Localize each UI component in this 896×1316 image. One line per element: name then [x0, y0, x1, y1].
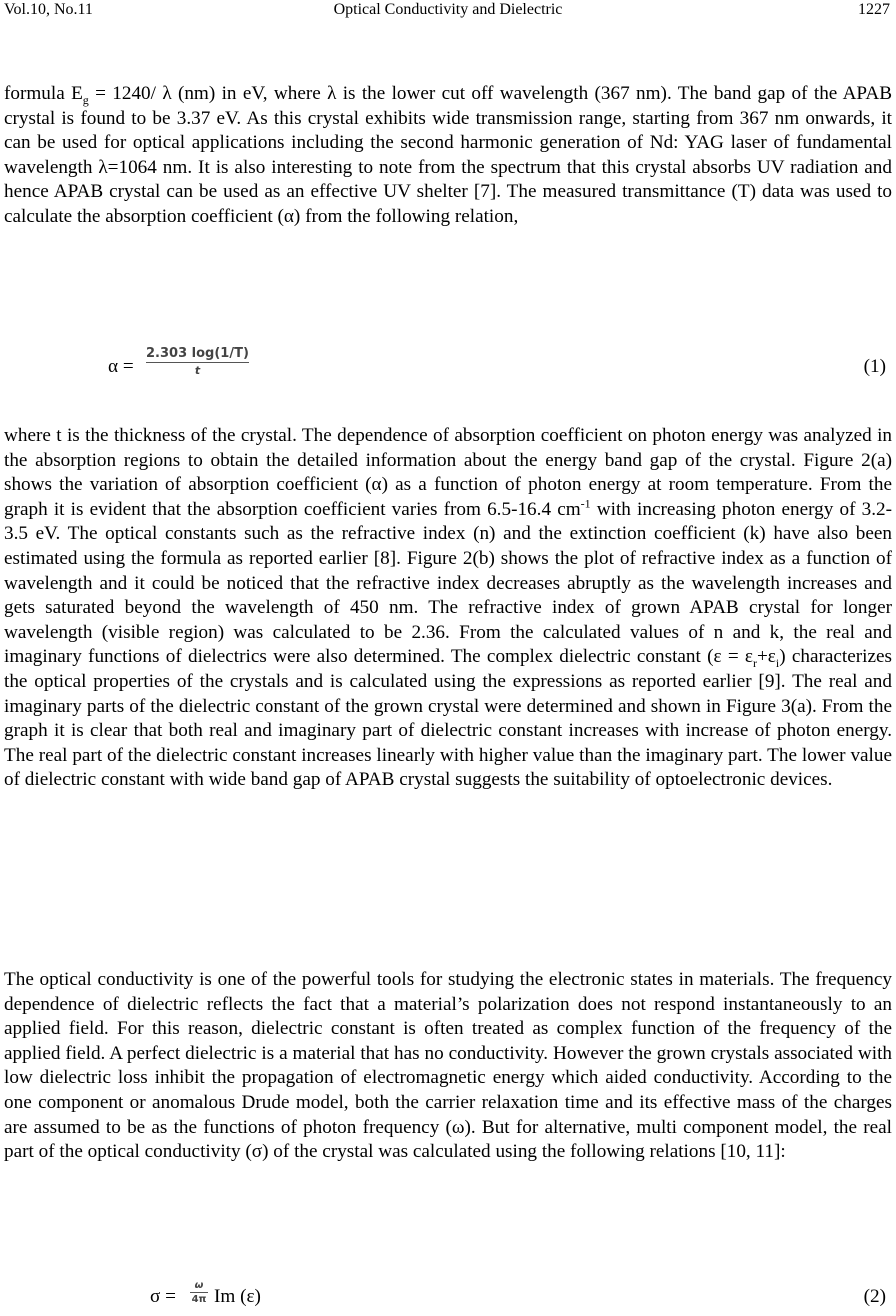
paragraph-optical-conductivity: The optical conductivity is one of the powerful tools for studying the electronic states in materials. The frequency dependence of dielectric reflects the fact that a material’s polarization does not respond instantaneously to an applied field. For this reason, dielectric constant is often treated as complex function of the frequency of the applied field. A perfect dielectric is a material that has no conductivity. However the grown crystals associated with low dielectric loss inhibit the propagation of electromagnetic energy which aided conductivity. According to the one component or anomalous Drude model, both the carrier relaxation time and its effective mass of the charges are assumed to be as the functions of photon frequency (ω). But for alternative, multi component model, the real part of the optical conductivity (σ) of the crystal was calculated using the following relations [10, 11]: [4, 969, 892, 1163]
equation-lhs: α = [108, 356, 134, 377]
subscript: r [752, 656, 757, 671]
superscript: -1 [580, 496, 591, 511]
equation-number: (1) [863, 356, 886, 377]
equation-fraction [146, 346, 249, 377]
paragraph-absorption [4, 424, 892, 793]
equation-number: (2) [863, 1286, 886, 1307]
journal-volume: Vol.10, No.11 [4, 1, 93, 18]
running-header [0, 0, 896, 24]
fraction-bar [190, 1292, 208, 1293]
subscript: g [82, 92, 89, 107]
equation-fraction [190, 1280, 208, 1305]
equation-lhs: σ = [150, 1286, 176, 1307]
page-number: 1227 [858, 1, 890, 18]
running-title: Optical Conductivity and Dielectric [333, 1, 563, 18]
equation-rhs: Im (ε) [214, 1286, 261, 1307]
equation-1 [0, 346, 896, 386]
fraction-numerator: 2.303 log(1/T) [146, 346, 249, 361]
text-segment: +ε [756, 646, 776, 668]
fraction-denominator: t [194, 364, 201, 377]
text-segment: = 1240/ λ (nm) in eV, where λ is the lower cut off wavelength (367 nm). The band gap of the APAB crystal is found to be 3.37 eV. As this crystal exhibits wide transmission range, starting from 367 nm onwards, it can be used for optical applications including the second harmonic generation of Nd: YAG laser of fundamental wavelength λ=1064 nm. It is also interesting to note from the spectrum that this crystal absorbs UV radiation and hence APAB crystal can be used as an effective UV shelter [7]. The measured transmittance (T) data was used to calculate the absorption coefficient (α) from the following relation, [4, 83, 892, 227]
paragraph-band-gap [4, 82, 892, 230]
fraction-numerator: ω [194, 1280, 204, 1291]
fraction-bar [146, 362, 249, 363]
text-segment: formula E [4, 83, 83, 104]
text-segment: ) characterizes the optical properties of the crystals and is calculated using the expressions as reported earlier [9]. The real and imaginary parts of the dielectric constant of the grown crystal were determined and shown in Figure 3(a). From the graph it is clear that both real and imaginary part of dielectric constant increases with increase of photon energy. The real part of the dielectric constant increases linearly with higher value than the imaginary part. The lower value of dielectric constant with wide band gap of APAB crystal suggests the suitability of optoelectronic devices. [4, 646, 892, 791]
text-segment: where t is the thickness of the crystal. The dependence of absorption coefficient on photon energy was analyzed in the absorption regions to obtain the detailed information about the energy band gap of the crystal. Figure 2(a) shows the variation of absorption coefficient (α) as a function of photon energy at room temperature. From the graph it is evident that the absorption coefficient varies from 6.5-16.4 cm [4, 425, 892, 520]
subscript: i [775, 656, 780, 671]
fraction-denominator: 4π [191, 1294, 207, 1305]
equation-2 [0, 1276, 896, 1316]
text-segment: with increasing photon energy of 3.2-3.5 eV. The optical constants such as the refractive index (n) and the extinction coefficient (k) have also been estimated using the formula as reported earlier [8]. Figure 2(b) shows the plot of refractive index as a function of wavelength and it could be noticed that the refractive index decreases abruptly as the wavelength increases and gets saturated beyond the wavelength of 450 nm. The refractive index of grown APAB crystal for longer wavelength (visible region) was calculated to be 2.36. From the calculated values of n and k, the real and imaginary functions of dielectrics were also determined. The complex dielectric constant (ε = ε [4, 498, 892, 668]
